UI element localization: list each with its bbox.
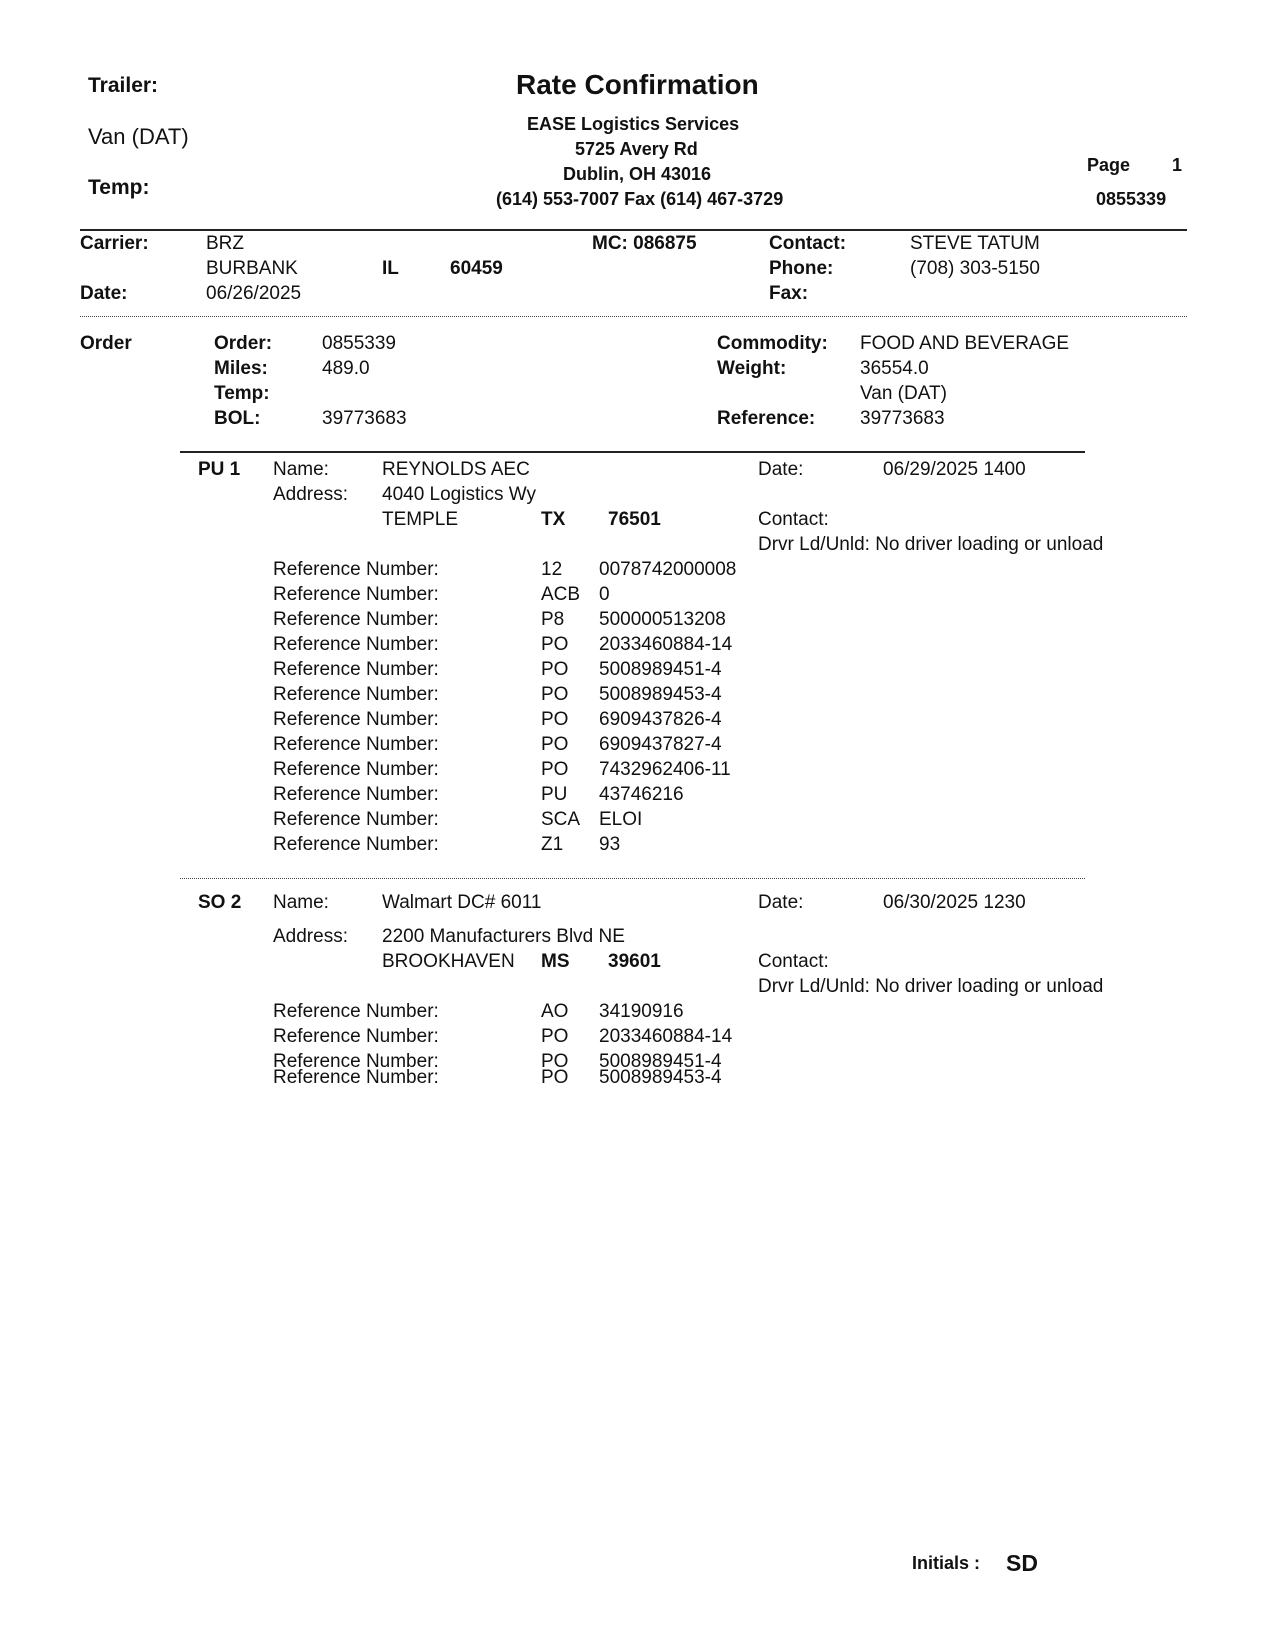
company-name: EASE Logistics Services	[527, 114, 740, 134]
carrier-phone-label: Phone:	[769, 258, 834, 279]
carrier-label: Carrier:	[80, 233, 149, 254]
order-temp-label: Temp:	[214, 383, 270, 404]
pickup-ref-code: SCA	[541, 809, 581, 830]
dropoff-ref-code: PO	[541, 1026, 569, 1047]
dropoff-zip: 39601	[608, 951, 661, 972]
dropoff-stop-label: SO 2	[198, 892, 242, 913]
pickup-ref-code: Z1	[541, 834, 564, 855]
dropoff-city: BROOKHAVEN	[382, 951, 515, 972]
pickup-name-label: Name:	[273, 459, 329, 480]
miles-label: Miles:	[214, 358, 268, 379]
carrier-divider	[80, 316, 1187, 317]
dropoff-driver-note: Drvr Ld/Unld: No driver loading or unload	[758, 976, 1104, 997]
pickup-address-label: Address:	[273, 484, 348, 505]
pickup-ref-value: 0	[599, 584, 610, 605]
carrier-phone-value: (708) 303-5150	[910, 258, 1040, 279]
trailer-value: Van (DAT)	[88, 124, 189, 149]
pickup-ref-label: Reference Number:	[273, 784, 439, 805]
reference-value: 39773683	[860, 408, 945, 429]
company-phone-fax: (614) 553-7007 Fax (614) 467-3729	[496, 189, 784, 209]
company-city: Dublin, OH 43016	[563, 164, 712, 184]
temp-label: Temp:	[88, 176, 150, 199]
pickup-ref-label: Reference Number:	[273, 684, 439, 705]
bol-value: 39773683	[322, 408, 407, 429]
pickup-ref-value: 93	[599, 834, 621, 855]
page-title: Rate Confirmation	[516, 69, 759, 100]
carrier-name: BRZ	[206, 233, 244, 254]
dropoff-ref-code: PO	[541, 1051, 569, 1072]
pickup-stop-label: PU 1	[198, 459, 241, 480]
pickup-ref-label: Reference Number:	[273, 709, 439, 730]
company-street: 5725 Avery Rd	[575, 139, 698, 159]
pickup-ref-label: Reference Number:	[273, 609, 439, 630]
carrier-zip: 60459	[450, 258, 503, 279]
pickup-ref-value: ELOI	[599, 809, 643, 830]
order-section-label: Order	[80, 333, 132, 354]
carrier-contact-value: STEVE TATUM	[910, 233, 1040, 254]
doc-number: 0855339	[1096, 189, 1167, 209]
pickup-ref-label: Reference Number:	[273, 759, 439, 780]
order-divider	[180, 451, 1085, 453]
dropoff-ref-label: Reference Number:	[273, 1051, 439, 1072]
pickup-date-label: Date:	[758, 459, 804, 480]
dropoff-address-value: 2200 Manufacturers Blvd NE	[382, 926, 625, 947]
pickup-contact-label: Contact:	[758, 509, 829, 530]
pickup-driver-note: Drvr Ld/Unld: No driver loading or unload	[758, 534, 1104, 555]
carrier-date-value: 06/26/2025	[206, 283, 302, 304]
dropoff-ref-label: Reference Number:	[273, 1026, 439, 1047]
order-trailer-value: Van (DAT)	[860, 383, 947, 404]
pickup-ref-code: 12	[541, 559, 563, 580]
dropoff-ref-code: PO	[541, 1067, 569, 1088]
dropoff-address-label: Address:	[273, 926, 348, 947]
pickup-ref-code: P8	[541, 609, 565, 630]
pickup-ref-code: PO	[541, 634, 569, 655]
carrier-mc: MC: 086875	[592, 233, 697, 254]
weight-value: 36554.0	[860, 358, 929, 379]
pickup-ref-value: 2033460884-14	[599, 634, 733, 655]
pickup-ref-label: Reference Number:	[273, 634, 439, 655]
pickup-ref-value: 7432962406-11	[599, 759, 731, 780]
pickup-ref-code: PO	[541, 759, 569, 780]
pickup-ref-code: ACB	[541, 584, 581, 605]
pickup-date-value: 06/29/2025 1400	[883, 459, 1026, 480]
dropoff-ref-value: 5008989453-4	[599, 1067, 722, 1088]
dropoff-state: MS	[541, 951, 570, 972]
pickup-ref-code: PU	[541, 784, 568, 805]
pickup-ref-label: Reference Number:	[273, 734, 439, 755]
page-number: 1	[1172, 155, 1183, 175]
weight-label: Weight:	[717, 358, 787, 379]
pickup-address-value: 4040 Logistics Wy	[382, 484, 537, 505]
pickup-city: TEMPLE	[382, 509, 459, 530]
carrier-contact-label: Contact:	[769, 233, 847, 254]
pickup-ref-value: 5008989451-4	[599, 659, 722, 680]
dropoff-ref-code: AO	[541, 1001, 569, 1022]
pickup-ref-value: 5008989453-4	[599, 684, 722, 705]
pickup-zip: 76501	[608, 509, 661, 530]
bol-label: BOL:	[214, 408, 261, 429]
header-divider	[80, 229, 1187, 231]
commodity-label: Commodity:	[717, 333, 828, 354]
dropoff-date-label: Date:	[758, 892, 804, 913]
dropoff-name-value: Walmart DC# 6011	[382, 892, 542, 913]
dropoff-date-value: 06/30/2025 1230	[883, 892, 1026, 913]
dropoff-ref-value: 5008989451-4	[599, 1051, 722, 1072]
pickup-ref-label: Reference Number:	[273, 834, 439, 855]
order-number-value: 0855339	[322, 333, 396, 354]
pickup-ref-value: 500000513208	[599, 609, 726, 630]
pickup-ref-label: Reference Number:	[273, 584, 439, 605]
initials-label: Initials :	[912, 1553, 981, 1573]
pickup-ref-code: PO	[541, 659, 569, 680]
commodity-value: FOOD AND BEVERAGE	[860, 333, 1070, 354]
dropoff-contact-label: Contact:	[758, 951, 829, 972]
pickup-name-value: REYNOLDS AEC	[382, 459, 530, 480]
page-label: Page	[1087, 155, 1131, 175]
dropoff-ref-label: Reference Number:	[273, 1067, 439, 1088]
pickup-state: TX	[541, 509, 566, 530]
carrier-date-label: Date:	[80, 283, 128, 304]
pickup-ref-value: 6909437827-4	[599, 734, 722, 755]
trailer-label: Trailer:	[88, 74, 159, 97]
carrier-fax-label: Fax:	[769, 283, 809, 304]
initials-value: SD	[1006, 1550, 1038, 1576]
order-number-label: Order:	[214, 333, 273, 354]
miles-value: 489.0	[322, 358, 370, 379]
pickup-ref-code: PO	[541, 684, 569, 705]
pickup-ref-code: PO	[541, 709, 569, 730]
pickup-ref-value: 0078742000008	[599, 559, 737, 580]
dropoff-name-label: Name:	[273, 892, 329, 913]
pickup-ref-code: PO	[541, 734, 569, 755]
dropoff-ref-value: 34190916	[599, 1001, 684, 1022]
pickup-ref-value: 43746216	[599, 784, 684, 805]
reference-label: Reference:	[717, 408, 816, 429]
dropoff-ref-value: 2033460884-14	[599, 1026, 733, 1047]
carrier-state: IL	[382, 258, 399, 279]
pickup-ref-label: Reference Number:	[273, 659, 439, 680]
carrier-city: BURBANK	[206, 258, 298, 279]
stop-divider	[180, 878, 1085, 879]
pickup-ref-label: Reference Number:	[273, 809, 439, 830]
pickup-ref-label: Reference Number:	[273, 559, 439, 580]
dropoff-ref-label: Reference Number:	[273, 1001, 439, 1022]
pickup-ref-value: 6909437826-4	[599, 709, 722, 730]
